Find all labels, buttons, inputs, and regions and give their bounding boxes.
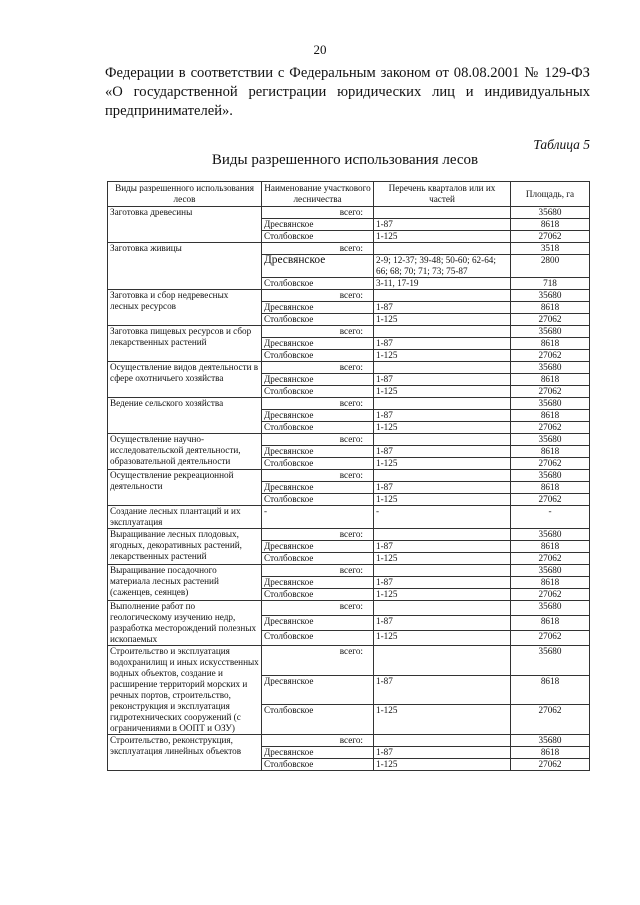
quarters-cell: 1-87 [374, 675, 511, 705]
forestry-cell: всего: [262, 207, 374, 219]
area-cell: 718 [511, 278, 590, 290]
quarters-cell: 1-125 [374, 458, 511, 470]
forestry-cell: Дресвянское [262, 675, 374, 705]
table-title: Виды разрешенного использования лесов [211, 152, 479, 168]
forestry-cell: Дресвянское [262, 219, 374, 231]
quarters-cell: 2-9; 12-37; 39-48; 50-60; 62-64; 66; 68; 70; 71; 73; 75-87 [374, 255, 511, 278]
quarters-cell: 1-125 [374, 705, 511, 735]
area-cell: 35680 [511, 529, 590, 541]
area-cell: 27062 [511, 422, 590, 434]
header-kind: Виды разрешенного использования лесов [108, 182, 262, 207]
use-kind-cell: Осуществление рекреационной деятельности [108, 470, 262, 506]
table-row [108, 207, 590, 219]
table-caption: Таблица 5 [533, 137, 590, 152]
use-kind-cell: Строительство, реконструкция, эксплуатация линейных объектов [108, 735, 262, 771]
area-cell: 8618 [511, 374, 590, 386]
quarters-cell: 1-125 [374, 231, 511, 243]
area-cell: 27062 [511, 458, 590, 470]
use-kind-cell: Осуществление научно-исследовательской деятельности, образовательной деятельности [108, 434, 262, 470]
forestry-cell: всего: [262, 362, 374, 374]
header-quarters: Перечень кварталов или их частей [374, 182, 511, 207]
area-cell: 27062 [511, 589, 590, 601]
quarters-cell [374, 326, 511, 338]
quarters-cell [374, 398, 511, 410]
table-row [108, 434, 590, 446]
quarters-cell: 1-87 [374, 616, 511, 631]
table-row [108, 362, 590, 374]
table-row [108, 326, 590, 338]
use-kind-cell: Выращивание лесных плодовых, ягодных, декоративных растений, лекарственных растений [108, 529, 262, 565]
area-cell: 8618 [511, 616, 590, 631]
quarters-cell: 1-125 [374, 494, 511, 506]
forestry-cell: всего: [262, 470, 374, 482]
area-cell: 35680 [511, 646, 590, 676]
quarters-cell: 1-125 [374, 589, 511, 601]
quarters-cell: - [374, 506, 511, 529]
area-cell: 27062 [511, 494, 590, 506]
use-kind-cell: Выращивание посадочного материала лесных растений (саженцев, сеянцев) [108, 565, 262, 601]
use-kind-cell: Осуществление видов деятельности в сфере охотничьего хозяйства [108, 362, 262, 398]
forestry-cell: Столбовское [262, 553, 374, 565]
area-cell: - [511, 506, 590, 529]
header-area: Площадь, га [511, 182, 590, 207]
area-cell: 35680 [511, 207, 590, 219]
area-cell: 35680 [511, 434, 590, 446]
quarters-cell: 1-125 [374, 386, 511, 398]
table-row [108, 290, 590, 302]
forestry-cell: всего: [262, 735, 374, 747]
header-forestry: Наименование участкового лесничества [262, 182, 374, 207]
quarters-cell [374, 434, 511, 446]
use-kind-cell: Заготовка и сбор недревесных лесных ресурсов [108, 290, 262, 326]
forestry-cell: Столбовское [262, 314, 374, 326]
forestry-cell: всего: [262, 646, 374, 676]
table-row [108, 601, 590, 616]
quarters-cell: 1-87 [374, 747, 511, 759]
forestry-cell: Столбовское [262, 759, 374, 771]
area-cell: 8618 [511, 338, 590, 350]
quarters-cell [374, 565, 511, 577]
quarters-cell: 1-87 [374, 577, 511, 589]
quarters-cell: 1-125 [374, 553, 511, 565]
page-number: 20 [313, 42, 327, 57]
use-kind-cell: Заготовка древесины [108, 207, 262, 243]
forestry-cell: Дресвянское [262, 338, 374, 350]
forestry-cell: всего: [262, 398, 374, 410]
quarters-cell [374, 646, 511, 676]
area-cell: 27062 [511, 231, 590, 243]
forestry-cell: Дресвянское [262, 446, 374, 458]
quarters-cell [374, 290, 511, 302]
quarters-cell [374, 529, 511, 541]
area-cell: 27062 [511, 759, 590, 771]
forestry-cell: Дресвянское [262, 541, 374, 553]
forestry-cell: всего: [262, 434, 374, 446]
area-cell: 35680 [511, 470, 590, 482]
area-cell: 35680 [511, 326, 590, 338]
forestry-cell: Столбовское [262, 231, 374, 243]
area-cell: 35680 [511, 362, 590, 374]
forestry-cell: Дресвянское [262, 302, 374, 314]
quarters-cell: 1-125 [374, 350, 511, 362]
forestry-cell: всего: [262, 290, 374, 302]
area-cell: 8618 [511, 577, 590, 589]
forestry-cell: Столбовское [262, 350, 374, 362]
forestry-cell: Столбовское [262, 278, 374, 290]
quarters-cell: 3-11, 17-19 [374, 278, 511, 290]
forestry-cell: Дресвянское [262, 616, 374, 631]
quarters-cell: 1-87 [374, 482, 511, 494]
forestry-cell: Столбовское [262, 494, 374, 506]
table-row [108, 398, 590, 410]
quarters-cell: 1-87 [374, 374, 511, 386]
forestry-cell: Дресвянское [262, 747, 374, 759]
area-cell: 8618 [511, 541, 590, 553]
area-cell: 27062 [511, 631, 590, 646]
quarters-cell: 1-87 [374, 302, 511, 314]
forestry-cell: Столбовское [262, 422, 374, 434]
forestry-cell: Дресвянское [262, 255, 374, 278]
forestry-cell: всего: [262, 326, 374, 338]
forestry-cell: всего: [262, 565, 374, 577]
use-kind-cell: Ведение сельского хозяйства [108, 398, 262, 434]
table-row [108, 646, 590, 676]
intro-paragraph: Федерации в соответствии с Федеральным законом от 08.08.2001 № 129-ФЗ «О государственной регистрации юридических лиц и индивидуальных предпринимателей». [105, 65, 590, 119]
forestry-cell: - [262, 506, 374, 529]
use-kind-cell: Строительство и эксплуатация водохранилищ и иных искусственных водных объектов, создание и расширение территорий морских и речных портов, строительство, реконструкция и эксплуатация гидротехнических сооружений (с ограничениями в ООПТ и ОЗУ) [108, 646, 262, 735]
forestry-cell: Столбовское [262, 458, 374, 470]
table-row [108, 565, 590, 577]
area-cell: 27062 [511, 705, 590, 735]
area-cell: 2800 [511, 255, 590, 278]
area-cell: 3518 [511, 243, 590, 255]
table-row [108, 243, 590, 255]
forestry-cell: Столбовское [262, 589, 374, 601]
area-cell: 8618 [511, 302, 590, 314]
quarters-cell: 1-125 [374, 759, 511, 771]
area-cell: 8618 [511, 747, 590, 759]
area-cell: 8618 [511, 675, 590, 705]
area-cell: 8618 [511, 446, 590, 458]
forestry-cell: Дресвянское [262, 410, 374, 422]
forestry-cell: всего: [262, 243, 374, 255]
quarters-cell: 1-87 [374, 541, 511, 553]
quarters-cell [374, 362, 511, 374]
quarters-cell [374, 470, 511, 482]
use-kind-cell: Создание лесных плантаций и их эксплуатация [108, 506, 262, 529]
area-cell: 27062 [511, 553, 590, 565]
table-row [108, 735, 590, 747]
area-cell: 8618 [511, 410, 590, 422]
quarters-cell: 1-87 [374, 338, 511, 350]
forest-use-table [107, 181, 590, 771]
area-cell: 35680 [511, 565, 590, 577]
area-cell: 8618 [511, 219, 590, 231]
table-header-row [108, 182, 590, 207]
forestry-cell: Столбовское [262, 705, 374, 735]
quarters-cell: 1-87 [374, 446, 511, 458]
forestry-cell: Дресвянское [262, 482, 374, 494]
area-cell: 27062 [511, 350, 590, 362]
forestry-cell: Столбовское [262, 631, 374, 646]
area-cell: 27062 [511, 314, 590, 326]
forestry-cell: Дресвянское [262, 577, 374, 589]
quarters-cell [374, 735, 511, 747]
quarters-cell: 1-125 [374, 631, 511, 646]
quarters-cell: 1-87 [374, 219, 511, 231]
use-kind-cell: Выполнение работ по геологическому изучению недр, разработка месторождений полезных ископаемых [108, 601, 262, 646]
quarters-cell: 1-87 [374, 410, 511, 422]
area-cell: 35680 [511, 601, 590, 616]
quarters-cell [374, 243, 511, 255]
quarters-cell: 1-125 [374, 314, 511, 326]
forestry-cell: Столбовское [262, 386, 374, 398]
forestry-cell: всего: [262, 529, 374, 541]
table-row [108, 470, 590, 482]
use-kind-cell: Заготовка пищевых ресурсов и сбор лекарственных растений [108, 326, 262, 362]
area-cell: 35680 [511, 290, 590, 302]
forestry-cell: всего: [262, 601, 374, 616]
quarters-cell [374, 207, 511, 219]
table-row [108, 506, 590, 529]
area-cell: 35680 [511, 398, 590, 410]
quarters-cell [374, 601, 511, 616]
area-cell: 35680 [511, 735, 590, 747]
forestry-cell: Дресвянское [262, 374, 374, 386]
area-cell: 8618 [511, 482, 590, 494]
table-row [108, 529, 590, 541]
quarters-cell: 1-125 [374, 422, 511, 434]
area-cell: 27062 [511, 386, 590, 398]
table-body [108, 207, 590, 771]
use-kind-cell: Заготовка живицы [108, 243, 262, 290]
